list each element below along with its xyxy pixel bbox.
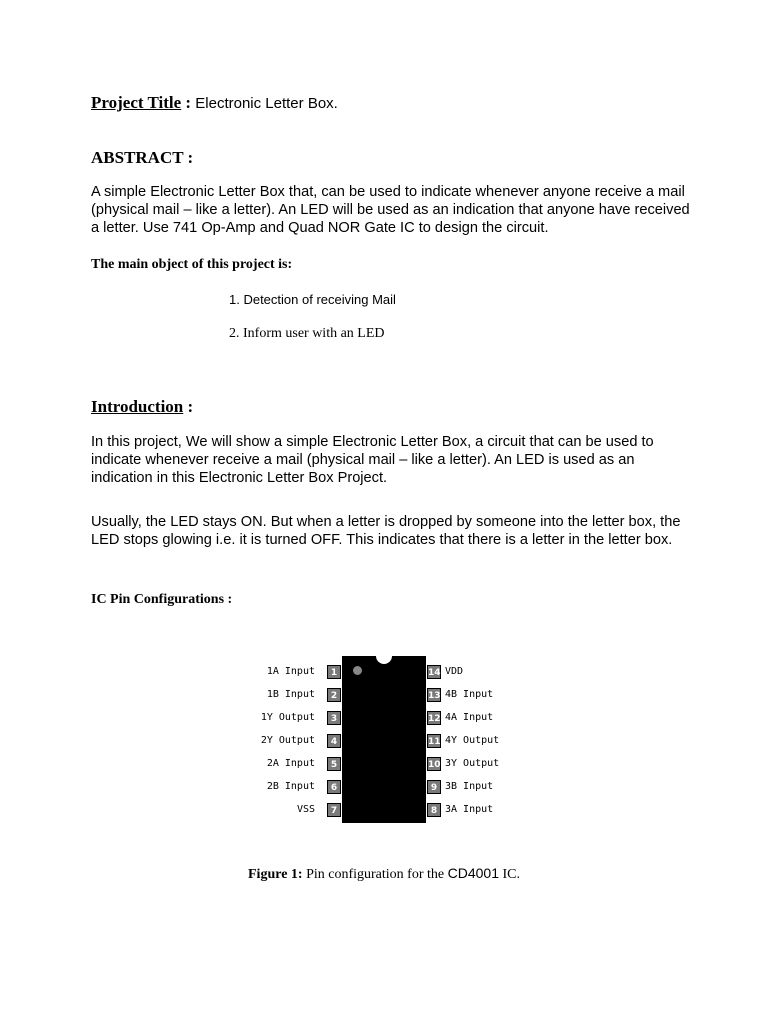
ic-pin-9: 9	[427, 780, 441, 794]
ic-pin-1-label: 1A Input	[266, 666, 315, 677]
ic-notch	[376, 648, 392, 664]
abstract-text: A simple Electronic Letter Box that, can be used to indicate whenever anyone receive a mail (physical mail – like a letter). An LED will be used as an indication that anyone have received a letter. Use 741 Op-Amp and Quad NOR Gate IC to design the circuit.	[91, 184, 690, 236]
ic-pin-5-label: 2A Input	[266, 758, 315, 769]
abstract-heading: ABSTRACT :	[91, 148, 194, 167]
ic-pin-8-label: 3A Input	[445, 804, 494, 815]
figure-label: Figure 1:	[248, 867, 303, 882]
figure-ic-name: CD4001	[447, 865, 499, 881]
introduction-paragraph-1: In this project, We will show a simple Electronic Letter Box, a circuit that can be used to indicate whenever receive a mail (physical mail – like a letter). An LED is used as an indication in this Electronic Letter Box Project.	[91, 434, 654, 486]
objective-item-2: 2. Inform user with an LED	[229, 326, 385, 341]
ic-pin-14: 14	[427, 665, 441, 679]
ic-pin-6-label: 2B Input	[266, 781, 315, 792]
ic-pin-3-label: 1Y Output	[260, 712, 315, 723]
ic-pin-4-label: 2Y Output	[260, 735, 315, 746]
ic-pin-5: 5	[327, 757, 341, 771]
ic-pin-13: 13	[427, 688, 441, 702]
ic-pin-2: 2	[327, 688, 341, 702]
ic-pin-7-label: VSS	[296, 804, 315, 815]
ic-pin-3: 3	[327, 711, 341, 725]
project-title-colon: :	[181, 93, 192, 112]
ic-pin-11: 11	[427, 734, 441, 748]
introduction-heading: Introduction	[91, 397, 184, 416]
ic-pin-14-label: VDD	[445, 666, 464, 677]
ic-pin-1: 1	[327, 665, 341, 679]
ic-pin-13-label: 4B Input	[445, 689, 494, 700]
objective-item-1: 1. Detection of receiving Mail	[229, 292, 396, 307]
ic-pin-8: 8	[427, 803, 441, 817]
figure-caption	[248, 865, 520, 883]
ic-pin-12: 12	[427, 711, 441, 725]
objective-label: The main object of this project is:	[91, 257, 293, 272]
introduction-colon: :	[183, 397, 194, 416]
figure-text: Pin configuration for the	[302, 867, 448, 882]
ic-pin-11-label: 4Y Output	[445, 735, 500, 746]
ic-pin-9-label: 3B Input	[445, 781, 494, 792]
project-title-line	[91, 93, 338, 113]
ic-chip-body	[342, 656, 426, 823]
ic-pin-6: 6	[327, 780, 341, 794]
ic-pin-10: 10	[427, 757, 441, 771]
ic-pin-12-label: 4A Input	[445, 712, 494, 723]
introduction-heading-line	[91, 397, 193, 417]
ic-pin1-marker	[353, 666, 362, 675]
introduction-paragraph-2: Usually, the LED stays ON. But when a letter is dropped by someone into the letter box, the LED stops glowing i.e. it is turned OFF. This indicates that there is a letter in the letter box.	[91, 514, 681, 548]
project-title-value: Electronic Letter Box.	[191, 95, 338, 112]
ic-pin-2-label: 1B Input	[266, 689, 315, 700]
ic-pin-10-label: 3Y Output	[445, 758, 500, 769]
ic-pin-7: 7	[327, 803, 341, 817]
ic-heading: IC Pin Configurations :	[91, 592, 233, 607]
project-title-label: Project Title	[91, 93, 182, 112]
figure-suffix: IC.	[498, 867, 520, 882]
ic-pin-4: 4	[327, 734, 341, 748]
